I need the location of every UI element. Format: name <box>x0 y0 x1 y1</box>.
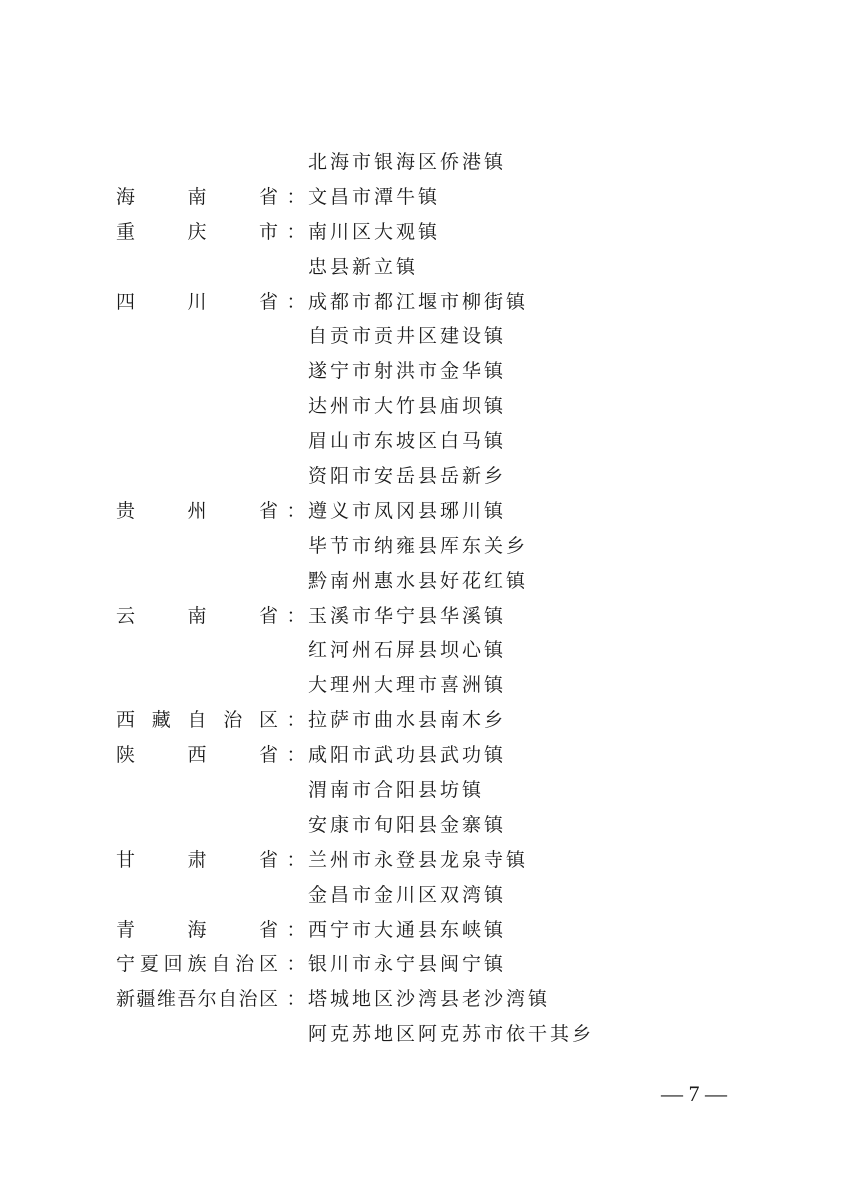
list-item <box>116 947 676 982</box>
town-name: 资阳市安岳县岳新乡 <box>308 464 507 487</box>
list-item <box>116 808 676 843</box>
town-name: 安康市旬阳县金寨镇 <box>308 813 507 836</box>
town-name: 玉溪市华宁县华溪镇 <box>308 604 507 627</box>
list-item <box>116 668 676 703</box>
list-item <box>116 843 676 878</box>
region-name: 贵 州 省 <box>116 499 278 522</box>
list-item <box>116 459 676 494</box>
list-item <box>116 633 676 668</box>
list-item <box>116 1017 676 1052</box>
region-name: 四 川 省 <box>116 290 278 313</box>
list-item <box>116 424 676 459</box>
town-name: 金昌市金川区双湾镇 <box>308 883 507 906</box>
town-name: 自贡市贡井区建设镇 <box>308 325 507 348</box>
region-colon: ： <box>286 744 306 767</box>
list-item <box>116 564 676 599</box>
town-name: 拉萨市曲水县南木乡 <box>308 709 507 732</box>
region-colon: ： <box>286 848 306 871</box>
list-item <box>116 215 676 250</box>
region-colon: ： <box>286 953 306 976</box>
region-name: 青 海 省 <box>116 918 278 941</box>
list-item <box>116 145 676 180</box>
region-name: 宁 夏 回 族 自 治 区 <box>116 953 278 976</box>
town-name: 毕节市纳雍县厍东关乡 <box>308 534 529 557</box>
town-name: 银川市永宁县闽宁镇 <box>308 953 507 976</box>
list-item <box>116 599 676 634</box>
region-colon: ： <box>286 918 306 941</box>
town-name: 达州市大竹县庙坝镇 <box>308 395 507 418</box>
region-name: 西 藏 自 治 区 <box>116 709 278 732</box>
town-name: 成都市都江堰市柳街镇 <box>308 290 529 313</box>
list-item <box>116 703 676 738</box>
town-name: 眉山市东坡区白马镇 <box>308 430 507 453</box>
list-item <box>116 180 676 215</box>
list-item <box>116 494 676 529</box>
list-item <box>116 285 676 320</box>
region-colon: ： <box>286 709 306 732</box>
town-name: 兰州市永登县龙泉寺镇 <box>308 848 529 871</box>
list-item <box>116 250 676 285</box>
town-name: 北海市银海区侨港镇 <box>308 150 507 173</box>
region-colon: ： <box>286 499 306 522</box>
region-name: 重 庆 市 <box>116 220 278 243</box>
list-item <box>116 354 676 389</box>
region-colon: ： <box>286 185 306 208</box>
region-name: 云 南 省 <box>116 604 278 627</box>
town-name: 塔城地区沙湾县老沙湾镇 <box>308 988 551 1011</box>
page-number: — 7 — <box>661 1081 727 1106</box>
town-name: 遵义市凤冈县琊川镇 <box>308 499 507 522</box>
town-name: 文昌市潭牛镇 <box>308 185 441 208</box>
region-name: 陕 西 省 <box>116 744 278 767</box>
list-item <box>116 878 676 913</box>
town-name: 黔南州惠水县好花红镇 <box>308 569 529 592</box>
town-name: 红河州石屏县坝心镇 <box>308 639 507 662</box>
region-colon: ： <box>286 220 306 243</box>
region-colon: ： <box>286 988 306 1011</box>
list-item <box>116 319 676 354</box>
town-name: 咸阳市武功县武功镇 <box>308 744 507 767</box>
region-colon: ： <box>286 604 306 627</box>
town-name: 大理州大理市喜洲镇 <box>308 674 507 697</box>
list-item <box>116 389 676 424</box>
region-name: 甘 肃 省 <box>116 848 278 871</box>
town-name: 遂宁市射洪市金华镇 <box>308 360 507 383</box>
region-colon: ： <box>286 290 306 313</box>
town-name: 西宁市大通县东峡镇 <box>308 918 507 941</box>
town-name: 阿克苏地区阿克苏市依干其乡 <box>308 1023 595 1046</box>
list-item <box>116 982 676 1017</box>
list-item <box>116 913 676 948</box>
region-name: 海 南 省 <box>116 185 278 208</box>
town-name: 忠县新立镇 <box>308 255 419 278</box>
town-list <box>116 145 676 1052</box>
town-name: 南川区大观镇 <box>308 220 441 243</box>
list-item <box>116 529 676 564</box>
town-name: 渭南市合阳县坊镇 <box>308 778 485 801</box>
region-name: 新 疆 维 吾 尔 自 治 区 <box>116 988 278 1011</box>
list-item <box>116 773 676 808</box>
list-item <box>116 738 676 773</box>
